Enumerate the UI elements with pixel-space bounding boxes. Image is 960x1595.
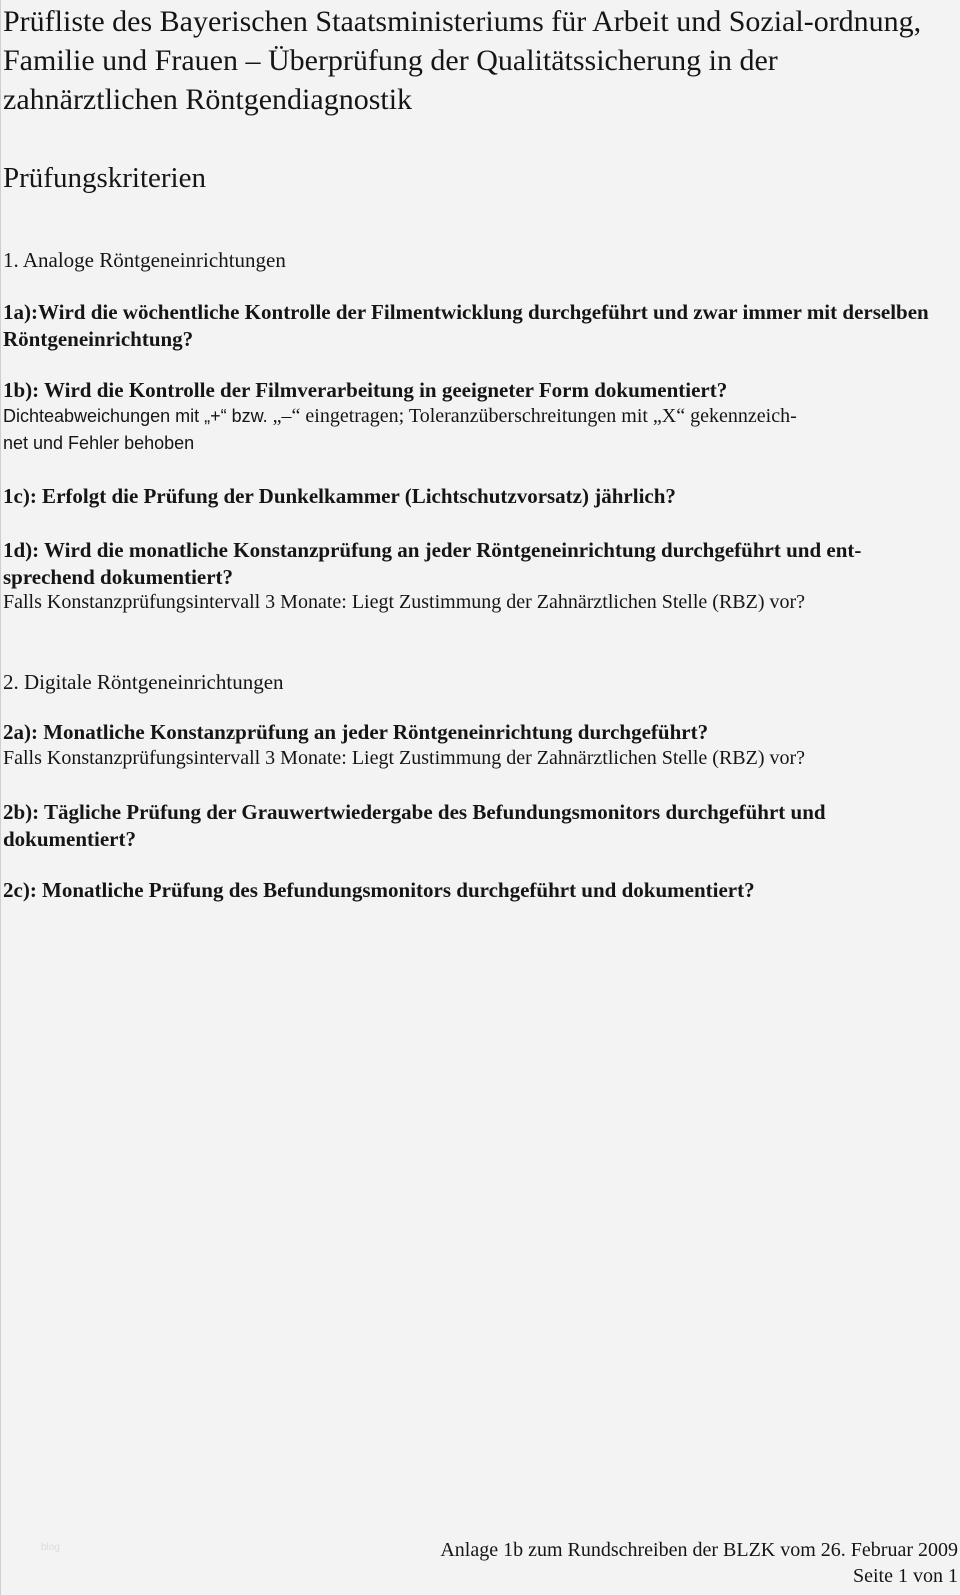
question-1b-note-part-b: „–“ eingetragen; Toleranzüberschreitungen mit „X“ gekennzeich- <box>272 405 797 427</box>
question-2b: 2b): Tägliche Prüfung der Grauwertwiedergabe des Befundungsmonitors durchgeführt und dokumentiert? <box>3 800 826 851</box>
question-1b-note <box>3 403 953 430</box>
question-1d-note: Falls Konstanzprüfungsintervall 3 Monate: Liegt Zustimmung der Zahnärztlichen Stelle (RBZ) vor? <box>3 591 806 613</box>
question-2c: 2c): Monatliche Prüfung des Befundungsmonitors durchgeführt und dokumentiert? <box>3 878 755 902</box>
footer-page-number: Seite 1 von 1 <box>853 1565 958 1587</box>
question-2a: 2a): Monatliche Konstanzprüfung an jeder Röntgeneinrichtung durchgeführt? <box>3 720 709 744</box>
question-1b-note-part-a: Dichteabweichungen mit „+“ bzw. <box>3 406 268 426</box>
section-1-heading: 1. Analoge Röntgeneinrichtungen <box>3 248 286 272</box>
question-1a: 1a):Wird die wöchentliche Kontrolle der Filmentwicklung durchgeführt und zwar immer mit derselben Röntgeneinrichtung? <box>3 300 929 351</box>
question-1d: 1d): Wird die monatliche Konstanzprüfung an jeder Röntgeneinrichtung durchgeführt und ent-sprechend dokumentiert? <box>3 538 862 589</box>
watermark-text: blog <box>41 1542 60 1553</box>
question-1b-note-continuation: net und Fehler behoben <box>3 433 195 453</box>
footer-attachment-line: Anlage 1b zum Rundschreiben der BLZK vom 26. Februar 2009 <box>440 1539 958 1561</box>
document-subtitle: Prüfungskriterien <box>3 162 206 194</box>
section-2-heading: 2. Digitale Röntgeneinrichtungen <box>3 670 284 694</box>
question-1b: 1b): Wird die Kontrolle der Filmverarbeitung in geeigneter Form dokumentiert? <box>3 378 728 402</box>
question-1c: 1c): Erfolgt die Prüfung der Dunkelkammer (Lichtschutzvorsatz) jährlich? <box>3 484 676 508</box>
question-2a-note: Falls Konstanzprüfungsintervall 3 Monate: Liegt Zustimmung der Zahnärztlichen Stelle (RBZ) vor? <box>3 747 806 769</box>
document-title: Prüfliste des Bayerischen Staatsministeriums für Arbeit und Sozial-ordnung, Familie und Frauen – Überprüfung der Qualitätssicherung in der zahnärztlichen Röntgendiagnostik <box>3 5 922 116</box>
